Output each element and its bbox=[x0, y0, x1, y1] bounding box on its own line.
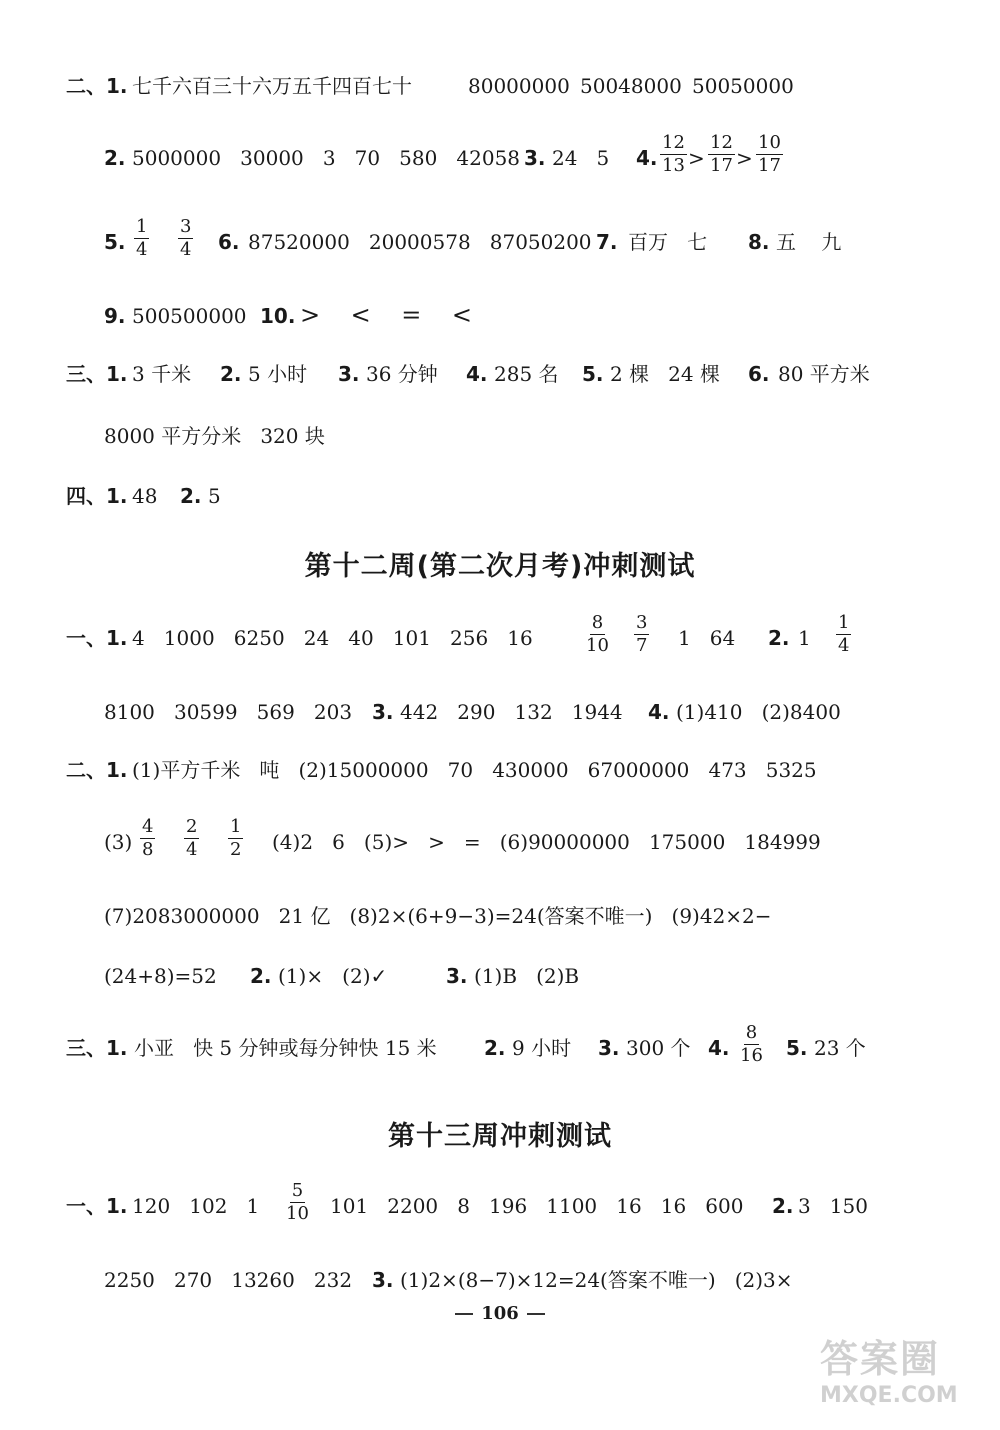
section-heading-week12: 第十二周(第二次月考)冲刺测试 bbox=[304, 551, 696, 582]
item-number: 4. bbox=[636, 146, 658, 170]
answer-text: 23 个 bbox=[814, 1036, 866, 1060]
item-number: 3. bbox=[372, 1268, 394, 1292]
answer-text: 442 290 132 1944 bbox=[400, 700, 623, 724]
fraction: $\frac{1}{4}$ bbox=[136, 216, 148, 260]
answer-text: 8000 平方分米 320 块 bbox=[104, 424, 325, 448]
section-label: 二、1. bbox=[66, 758, 128, 782]
dash-right bbox=[527, 1313, 545, 1315]
answer-text: (1)410 (2)8400 bbox=[676, 700, 841, 724]
answer-text: 87520000 20000578 87050200 bbox=[248, 230, 592, 254]
fraction: $\frac{10}{17}$ bbox=[758, 132, 781, 176]
answer-text: 5 bbox=[208, 484, 221, 508]
item-number: 3. bbox=[446, 964, 468, 988]
item-number: 5. bbox=[786, 1036, 808, 1060]
answer-text: (24+8)=52 bbox=[104, 964, 217, 988]
answer-text: 8100 30599 569 203 bbox=[104, 700, 353, 724]
item-number: 3. bbox=[524, 146, 546, 170]
item-number: 2. bbox=[484, 1036, 506, 1060]
item-number: 3. bbox=[598, 1036, 620, 1060]
watermark-text: 答案圈 bbox=[820, 1336, 941, 1381]
answer-text: (4)2 6 (5)> > = (6)90000000 175000 184999 bbox=[272, 830, 821, 854]
fraction: $\frac{12}{17}$ bbox=[710, 132, 733, 176]
item-number: 7. bbox=[596, 230, 618, 254]
answer-text: 5000000 30000 3 70 580 42058 bbox=[132, 146, 521, 170]
answer-text: 50050000 bbox=[692, 74, 794, 98]
answer-text: 48 bbox=[132, 484, 158, 508]
item-number: 4. bbox=[466, 362, 488, 386]
answer-text: 120 102 1 bbox=[132, 1194, 260, 1218]
answer-text: 5 小时 bbox=[248, 362, 308, 386]
fraction: $\frac{5}{10}$ bbox=[286, 1180, 309, 1224]
item-number: 6. bbox=[748, 362, 770, 386]
item-number: 2. bbox=[772, 1194, 794, 1218]
watermark-url: MXQE.COM bbox=[820, 1383, 958, 1408]
watermark-logo bbox=[820, 1328, 995, 1428]
section-label: 四、1. bbox=[66, 484, 128, 508]
answer-text: 24 5 bbox=[552, 146, 610, 170]
fraction: $\frac{1}{4}$ bbox=[838, 612, 850, 656]
answer-text: 3 千米 bbox=[132, 362, 192, 386]
answer-text: 50048000 bbox=[580, 74, 682, 98]
answer-text: 500500000 bbox=[132, 304, 247, 328]
answer-text: 五 九 bbox=[776, 230, 842, 254]
answer-text: (1)平方千米 吨 (2)15000000 70 430000 67000000 473 5325 bbox=[132, 758, 817, 782]
answer-text: 2 棵 24 棵 bbox=[610, 362, 720, 386]
answer-text: (1)× (2)✓ bbox=[278, 964, 388, 988]
item-number: 3. bbox=[338, 362, 360, 386]
item-number: 9. bbox=[104, 304, 126, 328]
answer-text: 1 bbox=[798, 626, 811, 650]
fraction: $\frac{2}{4}$ bbox=[186, 816, 198, 860]
item-number: 5. bbox=[104, 230, 126, 254]
answer-text: 300 个 bbox=[626, 1036, 691, 1060]
fraction: $\frac{8}{10}$ bbox=[586, 612, 609, 656]
page-footer bbox=[0, 1303, 1000, 1324]
item-number: 5. bbox=[582, 362, 604, 386]
answer-text: 80 平方米 bbox=[778, 362, 870, 386]
answer-text: (7)2083000000 21 亿 (8)2×(6+9−3)=24(答案不唯一) (9)42×2− bbox=[104, 904, 772, 928]
answer-text: (1)2×(8−7)×12=24(答案不唯一) (2)3× bbox=[400, 1268, 793, 1292]
answer-text: 9 小时 bbox=[512, 1036, 572, 1060]
compare-symbol: > bbox=[736, 146, 753, 170]
dash-left bbox=[455, 1313, 473, 1315]
section-label: 二、1. bbox=[66, 74, 128, 98]
compare-symbol: > bbox=[688, 146, 705, 170]
fraction: $\frac{4}{8}$ bbox=[142, 816, 154, 860]
section-heading-week13: 第十三周冲刺测试 bbox=[388, 1121, 612, 1152]
item-number: 4. bbox=[648, 700, 670, 724]
item-number: 6. bbox=[218, 230, 240, 254]
answer-text: 百万 七 bbox=[628, 230, 708, 254]
section-label: 三、1. bbox=[66, 362, 128, 386]
answer-text: > < = < bbox=[300, 301, 472, 329]
item-number: 2. bbox=[104, 146, 126, 170]
answer-text: 小亚 快 5 分钟或每分钟快 15 米 bbox=[134, 1036, 437, 1060]
item-number: 8. bbox=[748, 230, 770, 254]
fraction: $\frac{3}{4}$ bbox=[180, 216, 192, 260]
answer-text: 285 名 bbox=[494, 362, 559, 386]
section-label: 一、1. bbox=[66, 626, 128, 650]
answer-text: (3) bbox=[104, 830, 133, 854]
item-number: 3. bbox=[372, 700, 394, 724]
answer-text: (1)B (2)B bbox=[474, 964, 580, 988]
answer-text: 七千六百三十六万五千四百七十 bbox=[132, 74, 412, 98]
fraction: $\frac{3}{7}$ bbox=[636, 612, 648, 656]
item-number: 10. bbox=[260, 304, 296, 328]
page-number: 106 bbox=[481, 1303, 519, 1324]
section-label: 一、1. bbox=[66, 1194, 128, 1218]
item-number: 2. bbox=[768, 626, 790, 650]
answer-text: 101 2200 8 196 1100 16 16 600 bbox=[330, 1194, 744, 1218]
section-label: 三、1. bbox=[66, 1036, 128, 1060]
item-number: 2. bbox=[250, 964, 272, 988]
item-number: 2. bbox=[220, 362, 242, 386]
item-number: 2. bbox=[180, 484, 202, 508]
answer-text: 4 1000 6250 24 40 101 256 16 bbox=[132, 626, 533, 650]
answer-text: 1 64 bbox=[678, 626, 736, 650]
answer-text: 2250 270 13260 232 bbox=[104, 1268, 353, 1292]
fraction: $\frac{12}{13}$ bbox=[662, 132, 685, 176]
fraction: $\frac{1}{2}$ bbox=[230, 816, 242, 860]
item-number: 4. bbox=[708, 1036, 730, 1060]
answer-text: 3 150 bbox=[798, 1194, 868, 1218]
fraction: $\frac{8}{16}$ bbox=[740, 1022, 763, 1066]
answer-text: 80000000 bbox=[468, 74, 570, 98]
answer-text: 36 分钟 bbox=[366, 362, 438, 386]
